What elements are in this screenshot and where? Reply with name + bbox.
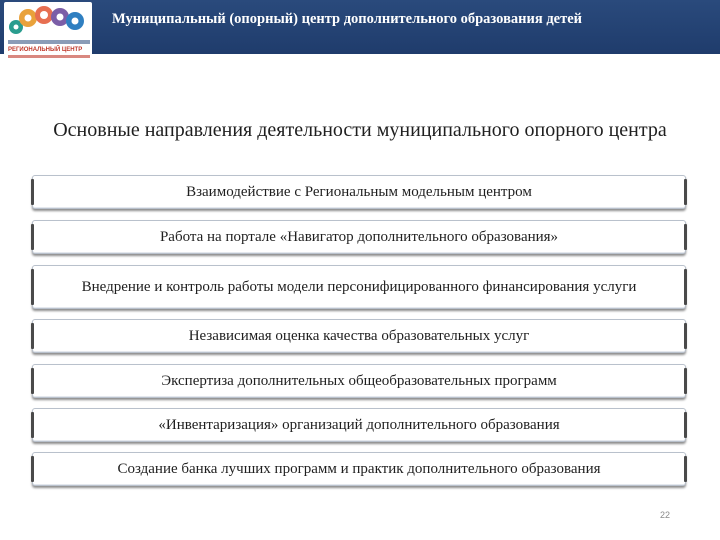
list-item: Экспертиза дополнительных общеобразовательных программ bbox=[32, 364, 686, 398]
logo-caption: РЕГИОНАЛЬНЫЙ ЦЕНТР bbox=[8, 47, 83, 53]
list-item: Взаимодействие с Региональным модельным центром bbox=[32, 175, 686, 209]
logo-line bbox=[8, 40, 90, 44]
list-item: «Инвентаризация» организаций дополнительного образования bbox=[32, 408, 686, 442]
list-item: Независимая оценка качества образовательных услуг bbox=[32, 319, 686, 353]
header-title: Муниципальный (опорный) центр дополнительного образования детей bbox=[112, 11, 583, 27]
logo-emblem-icon bbox=[8, 5, 88, 39]
list-item: Работа на портале «Навигатор дополнительного образования» bbox=[32, 220, 686, 254]
logo bbox=[4, 2, 92, 64]
section-title: Основные направления деятельности муниципального опорного центра bbox=[53, 119, 667, 141]
logo-line bbox=[8, 55, 90, 58]
list-item: Внедрение и контроль работы модели персонифицированного финансирования услуги bbox=[32, 265, 686, 309]
page-number: 22 bbox=[659, 510, 670, 520]
list-item: Создание банка лучших программ и практик дополнительного образования bbox=[32, 452, 686, 486]
